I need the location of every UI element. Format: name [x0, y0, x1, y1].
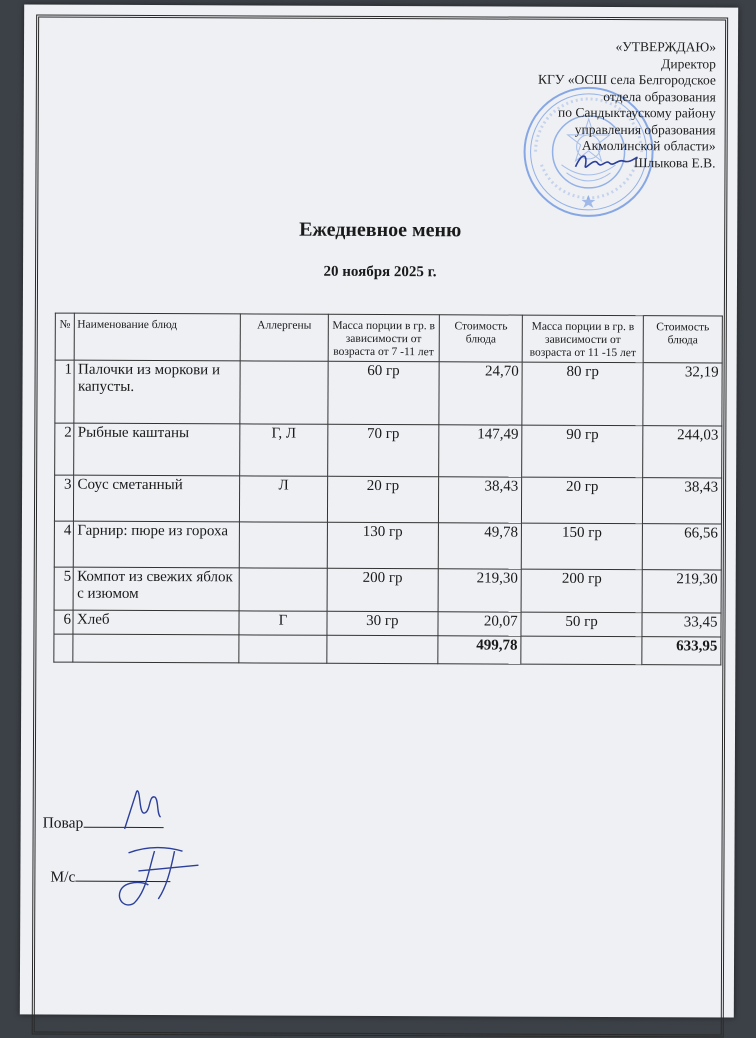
director-signature-icon	[571, 147, 641, 177]
header-mass-7-11: Масса порции в гр. в зависимости от возраста от 7 -11 лет	[328, 314, 440, 361]
total-cost-11-15: 633,95	[642, 637, 721, 665]
cook-signature-icon	[115, 785, 175, 835]
approval-line: Шлыкова Е.В.	[633, 154, 716, 170]
table-total-row	[54, 634, 721, 665]
cell-allergens	[240, 522, 327, 568]
nurse-signature-icon	[98, 841, 208, 911]
header-cost-11-15: Стоимость блюда	[643, 316, 722, 363]
cell-mass-7-11: 70 гр	[327, 424, 439, 476]
approval-line: отдела образования	[603, 88, 716, 104]
cell-allergens: Л	[240, 476, 327, 522]
cell-empty	[73, 634, 239, 663]
cell-name: Хлеб	[73, 610, 239, 635]
cell-name: Палочки из моркови и капусты.	[74, 360, 240, 424]
cell-mass-11-15: 150 гр	[521, 523, 642, 570]
cell-empty	[326, 635, 438, 663]
cell-cost-11-15: 66,56	[642, 524, 721, 570]
cell-num: 2	[55, 423, 75, 475]
document-sheet	[20, 4, 738, 1017]
cell-cost-7-11: 24,70	[439, 362, 522, 425]
cell-name: Рыбные каштаны	[74, 423, 240, 476]
cell-mass-7-11: 60 гр	[327, 361, 439, 424]
table-row	[54, 521, 721, 570]
table-row	[54, 610, 721, 637]
approval-line: управления образования	[574, 121, 716, 137]
nurse-label: М/с	[50, 868, 76, 886]
cell-num: 6	[54, 610, 74, 634]
cell-cost-11-15: 32,19	[643, 363, 722, 426]
cell-mass-11-15: 200 гр	[521, 569, 642, 613]
cell-mass-7-11: 20 гр	[327, 476, 439, 522]
menu-table	[53, 313, 723, 666]
cell-name: Соус сметанный	[74, 475, 240, 522]
cell-allergens: Г	[239, 611, 326, 635]
cell-cost-7-11: 38,43	[439, 477, 522, 523]
header-num: №	[55, 313, 75, 360]
cell-cost-11-15: 38,43	[642, 478, 721, 524]
cell-mass-7-11: 200 гр	[327, 568, 439, 611]
total-cost-7-11: 499,78	[438, 636, 521, 664]
cell-name: Компот из свежих яблок с изюмом	[74, 567, 240, 611]
approval-line: «УТВЕРЖДАЮ»	[615, 39, 717, 55]
cell-name: Гарнир: пюре из гороха	[74, 521, 240, 568]
approval-line: Акмолинской области»	[581, 137, 716, 154]
cell-cost-7-11: 49,78	[438, 523, 521, 569]
cell-mass-11-15: 50 гр	[521, 612, 642, 637]
table-row	[54, 475, 721, 524]
header-mass-11-15: Масса порции в гр. в зависимости от возраста от 11 -15 лет	[522, 315, 643, 363]
cell-num: 4	[54, 521, 74, 567]
cell-num: 3	[54, 475, 74, 521]
cell-cost-7-11: 147,49	[439, 425, 522, 477]
cell-empty	[54, 634, 74, 662]
approval-line: КГУ «ОСШ села Белгородское	[538, 71, 716, 88]
cell-cost-7-11: 219,30	[438, 569, 521, 612]
cell-cost-7-11: 20,07	[438, 612, 521, 636]
cell-mass-7-11: 30 гр	[326, 611, 438, 635]
cell-num: 1	[55, 360, 75, 423]
table-row	[55, 423, 722, 478]
cell-allergens	[240, 361, 327, 424]
cell-mass-11-15: 20 гр	[522, 477, 643, 524]
header-name: Наименование блюд	[75, 313, 241, 361]
cell-mass-7-11: 130 гр	[327, 522, 439, 568]
cell-cost-11-15: 33,45	[642, 613, 721, 637]
table-header-row	[55, 313, 722, 363]
table-row	[55, 360, 722, 426]
cook-label: Повар	[42, 814, 84, 832]
approval-line: по Сандыктаускому району	[557, 104, 716, 121]
cell-num: 5	[54, 567, 74, 610]
table-row	[54, 567, 721, 613]
page-title: Ежедневное меню	[299, 218, 462, 242]
cell-mass-11-15: 80 гр	[522, 362, 643, 426]
header-cost-7-11: Стоимость блюда	[439, 315, 522, 362]
cell-mass-11-15: 90 гр	[522, 425, 643, 478]
cell-empty	[239, 635, 326, 663]
cell-allergens	[239, 568, 326, 611]
cell-cost-11-15: 244,03	[643, 426, 722, 478]
cell-cost-11-15: 219,30	[642, 570, 721, 613]
cell-allergens: Г, Л	[240, 424, 327, 476]
approval-line: Директор	[661, 55, 716, 71]
menu-date: 20 ноября 2025 г.	[323, 263, 437, 281]
cell-empty	[521, 636, 642, 665]
header-allergens: Аллергены	[241, 314, 328, 361]
